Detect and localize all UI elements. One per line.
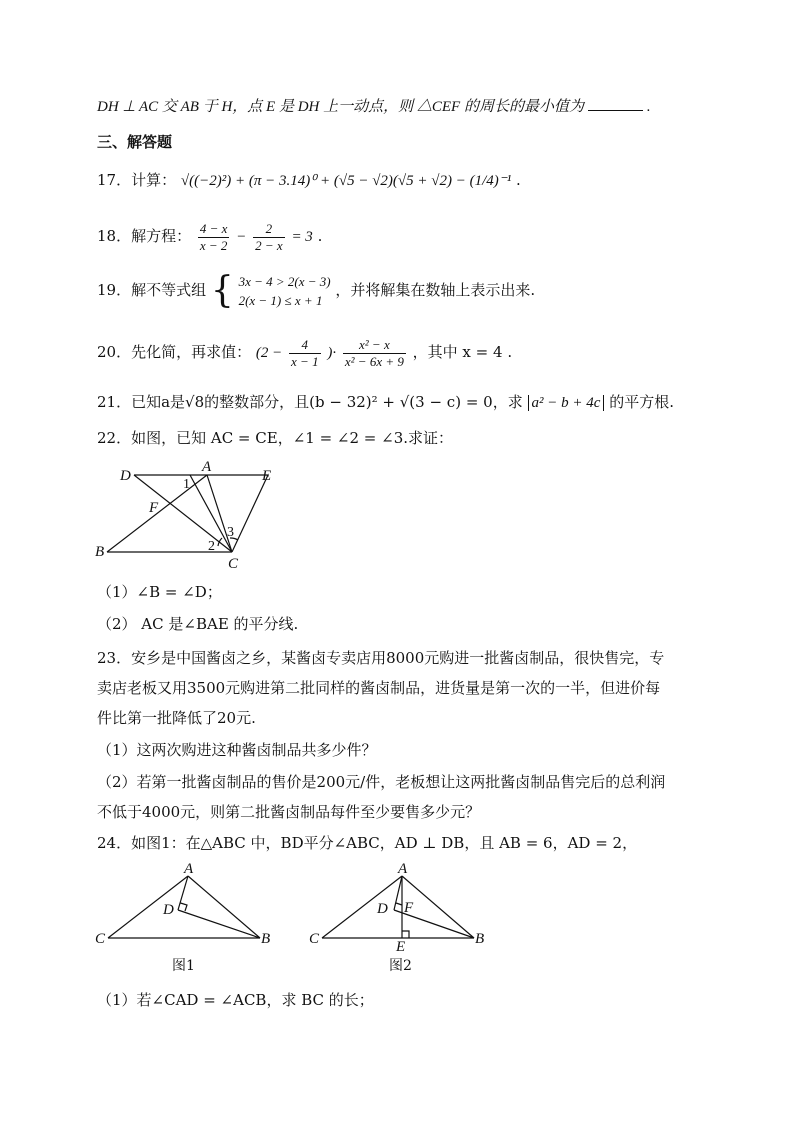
angle-label-1: 1	[183, 477, 190, 492]
q21-absolute-value: a² − b + 4c	[528, 395, 605, 411]
q24-figure-1	[90, 858, 280, 976]
q16-tail-line	[97, 96, 650, 117]
q17-line	[97, 170, 521, 191]
q22-sub2: （2） AC 是∠BAE 的平分线.	[97, 615, 299, 633]
section-heading: 三、解答题	[97, 133, 173, 151]
angle-label-2: 2	[208, 539, 215, 554]
q20-number: 20．先化简，再求值：	[97, 343, 252, 361]
fig1-label-d: D	[163, 902, 174, 918]
q24-sub1: （1）若∠CAD = ∠ACB，求 BC 的长；	[97, 991, 374, 1009]
answer-blank[interactable]	[588, 96, 643, 111]
fig1-caption: 图1	[172, 958, 195, 974]
q19-inequality-1: 3x − 4 > 2(x − 3)	[238, 274, 331, 289]
q19-line	[97, 270, 535, 310]
q18-minus: −	[236, 229, 247, 245]
q18-f1-denominator: x − 2	[199, 237, 228, 253]
q17-number: 17．计算：	[97, 171, 177, 189]
q18-end: .	[317, 227, 323, 245]
q23-line-3: 件比第一批降低了20元.	[97, 709, 256, 727]
line-ec	[232, 475, 268, 552]
q22-stem: 22．如图，已知 AC = CE，∠1 = ∠2 = ∠3.求证：	[97, 429, 454, 447]
q19-tail: ，并将解集在数轴上表示出来.	[335, 281, 536, 299]
q18-fraction-1	[198, 221, 230, 254]
line-ca	[108, 876, 188, 938]
q18-f1-numerator: 4 − x	[199, 220, 228, 236]
q20-f1-numerator: 4	[289, 337, 321, 354]
q18-rhs: = 3	[291, 229, 313, 245]
q16-end: .	[646, 99, 651, 115]
fig2-label-c: C	[309, 931, 320, 947]
q23-line-2: 卖店老板又用3500元购进第二批同样的酱卤制品，进货量是第一次的一半，但进价每	[97, 679, 661, 697]
line-db	[178, 910, 260, 938]
q17-end: .	[515, 171, 521, 189]
label-c: C	[228, 556, 239, 572]
q20-f1-denominator: x − 1	[291, 353, 319, 369]
fig2-caption: 图2	[389, 958, 412, 974]
q23-sub1: （1）这两次购进这种酱卤制品共多少件？	[97, 741, 377, 759]
q20-tail: ，其中 x = 4	[412, 343, 503, 361]
q21-line	[97, 392, 674, 413]
label-d: D	[120, 468, 131, 484]
fig1-label-b: B	[261, 931, 271, 947]
q17-expression: √((−2)²) + (π − 3.14)⁰ + (√5 − √2)(√5 + √2) − (1/4)⁻¹	[180, 173, 512, 189]
q19-inequality-2: 2(x − 1) ≤ x + 1	[238, 293, 323, 308]
right-angle-mark-e	[402, 931, 409, 938]
q20-end: .	[507, 343, 513, 361]
fig2-label-b: B	[475, 931, 485, 947]
q22-figure	[90, 456, 290, 572]
label-e: E	[262, 468, 272, 484]
q21-tail: 的平方根.	[609, 393, 674, 411]
q18-f2-numerator: 2	[253, 221, 285, 238]
q20-fraction-2	[343, 337, 406, 370]
q23-line-1: 23．安乡是中国酱卤之乡，某酱卤专卖店用8000元购进一批酱卤制品，很快售完，专	[97, 649, 665, 667]
q21-text: 21．已知a是√8的整数部分，且(b − 32)² + √(3 − c) = 0，求	[97, 393, 523, 411]
q18-fraction-2	[253, 221, 285, 254]
left-brace-icon: {	[210, 270, 234, 311]
q24-figure-2	[304, 858, 494, 976]
q20-paren-close: )·	[327, 345, 337, 361]
label-b: B	[95, 544, 105, 560]
q22-sub1: （1）∠B = ∠D；	[97, 583, 222, 601]
q18-f2-denominator: 2 − x	[255, 237, 283, 253]
q24-stem: 24．如图1：在△ABC 中，BD平分∠ABC，AD ⊥ DB，且 AB = 6，AD = 2，	[97, 834, 638, 852]
right-angle-mark-d	[396, 903, 402, 905]
angle-label-3: 3	[227, 525, 234, 540]
q18-number: 18．解方程：	[97, 227, 192, 245]
q18-line	[97, 218, 322, 255]
q23-sub2-line-1: （2）若第一批酱卤制品的售价是200元/件，老板想让这两批酱卤制品售完后的总利润	[97, 773, 666, 791]
q16-tail-text: DH ⊥ AC 交 AB 于 H，点 E 是 DH 上一动点，则 △CEF 的周长的最小值为	[97, 99, 584, 115]
q20-f2-numerator: x² − x	[343, 337, 406, 354]
line-ab	[188, 876, 260, 938]
line-ca	[322, 876, 402, 938]
label-a: A	[202, 459, 212, 475]
fig2-label-e: E	[396, 939, 406, 955]
fig1-label-c: C	[95, 931, 106, 947]
right-angle-mark	[181, 903, 188, 911]
fig2-label-f: F	[404, 900, 414, 916]
label-f: F	[149, 500, 159, 516]
fig1-label-a: A	[184, 861, 194, 877]
fig2-label-d: D	[377, 901, 388, 917]
q20-paren-open: (2 −	[255, 345, 283, 361]
q20-f2-denominator: x² − 6x + 9	[344, 353, 404, 369]
q20-fraction-1	[289, 337, 321, 370]
q20-line	[97, 334, 512, 371]
fig2-label-a: A	[398, 861, 408, 877]
q23-sub2-line-2: 不低于4000元，则第二批酱卤制品每件至少要售多少元？	[97, 803, 481, 821]
q19-number: 19．解不等式组	[97, 281, 207, 299]
q19-system	[239, 272, 331, 310]
